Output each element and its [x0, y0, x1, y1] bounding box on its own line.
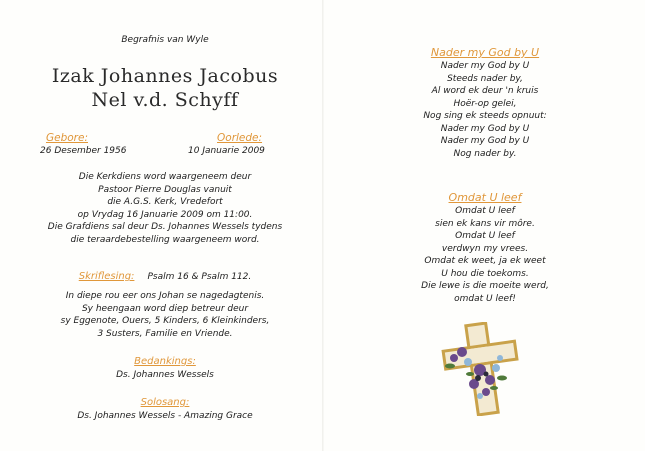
name-line-1: Izak Johannes Jacobus [51, 65, 279, 87]
hymn-2-title: Omdat U leef [448, 191, 522, 204]
service-title: Begrafnis van Wyle [121, 35, 209, 45]
hymn-line: sien ek kans vir môre. [435, 218, 535, 229]
thanks-section [10, 355, 320, 382]
service-line: Die Grafdiens sal deur Ds. Johannes Wessels tydens [47, 222, 283, 232]
scripture-row [10, 264, 320, 283]
name-line-2: Nel v.d. Schyff [91, 89, 239, 111]
hymn-line: Nog nader by. [453, 148, 517, 159]
hymn-line: Omdat ek weet, ja ek weet [424, 256, 546, 266]
thanks-label: Bedankings: [134, 356, 196, 367]
service-line: Die Kerkdiens word waargeneem deur [78, 172, 252, 182]
service-line: Pastoor Pierre Douglas vanuit [98, 184, 232, 195]
born-date: 26 Desember 1956 [40, 146, 127, 156]
cross-with-flowers-icon [440, 322, 524, 416]
hymn-1-title: Nader my God by U [430, 46, 540, 59]
hymn-1 [330, 46, 640, 160]
service-details [10, 171, 320, 246]
solo-label: Solosang: [140, 397, 190, 408]
hymn-2 [330, 191, 640, 305]
memory-text [10, 290, 320, 340]
memory-line: Sy heengaan word diep betreur deur [81, 303, 249, 314]
solo-section [10, 396, 320, 423]
died-label: Oorlede: [217, 132, 263, 144]
solo-text: Ds. Johannes Wessels - Amazing Grace [77, 411, 253, 421]
hymn-2-lines [330, 205, 640, 305]
scripture-label: Skriflesing: [78, 271, 135, 282]
hymn-line: verdwyn my vrees. [441, 243, 529, 254]
hymn-line: Nader my God by U [440, 123, 530, 134]
scripture-text: Psalm 16 & Psalm 112. [147, 272, 252, 282]
service-line: die A.G.S. Kerk, Vredefort [107, 197, 223, 207]
hymn-line: Hoër-op gelei, [453, 98, 517, 109]
hymn-line: Nader my God by U [440, 61, 530, 71]
hymn-line: Omdat U leef [455, 231, 515, 241]
hymn-1-lines [330, 60, 640, 160]
born-label: Gebore: [46, 132, 88, 144]
hymn-line: Omdat U leef [455, 206, 515, 216]
memory-line: 3 Susters, Familie en Vriende. [97, 328, 233, 339]
deceased-name [10, 64, 320, 112]
hymn-line: Nog sing ek steeds opnuut: [423, 111, 547, 121]
left-panel [10, 34, 320, 47]
memory-line: In diepe rou eer ons Johan se nagedagtenis. [65, 291, 265, 301]
hymn-line: Steeds nader by, [447, 73, 523, 84]
thanks-text: Ds. Johannes Wessels [116, 370, 214, 380]
service-line: die teraardebestelling waargeneem word. [70, 234, 260, 245]
died-date: 10 Januarie 2009 [188, 146, 265, 156]
hymn-line: Al word ek deur 'n kruis [431, 86, 539, 96]
hymn-line: Nader my God by U [440, 136, 530, 146]
memory-line: sy Eggenote, Ouers, 5 Kinders, 6 Kleinkinders, [60, 316, 270, 326]
card-fold-divider [322, 0, 324, 451]
hymn-line: U hou die toekoms. [441, 268, 529, 279]
service-line: op Vrydag 16 Januarie 2009 om 11:00. [77, 209, 253, 220]
hymn-line: Die lewe is die moeite werd, [421, 281, 549, 291]
hymn-line: omdat U leef! [454, 293, 516, 304]
